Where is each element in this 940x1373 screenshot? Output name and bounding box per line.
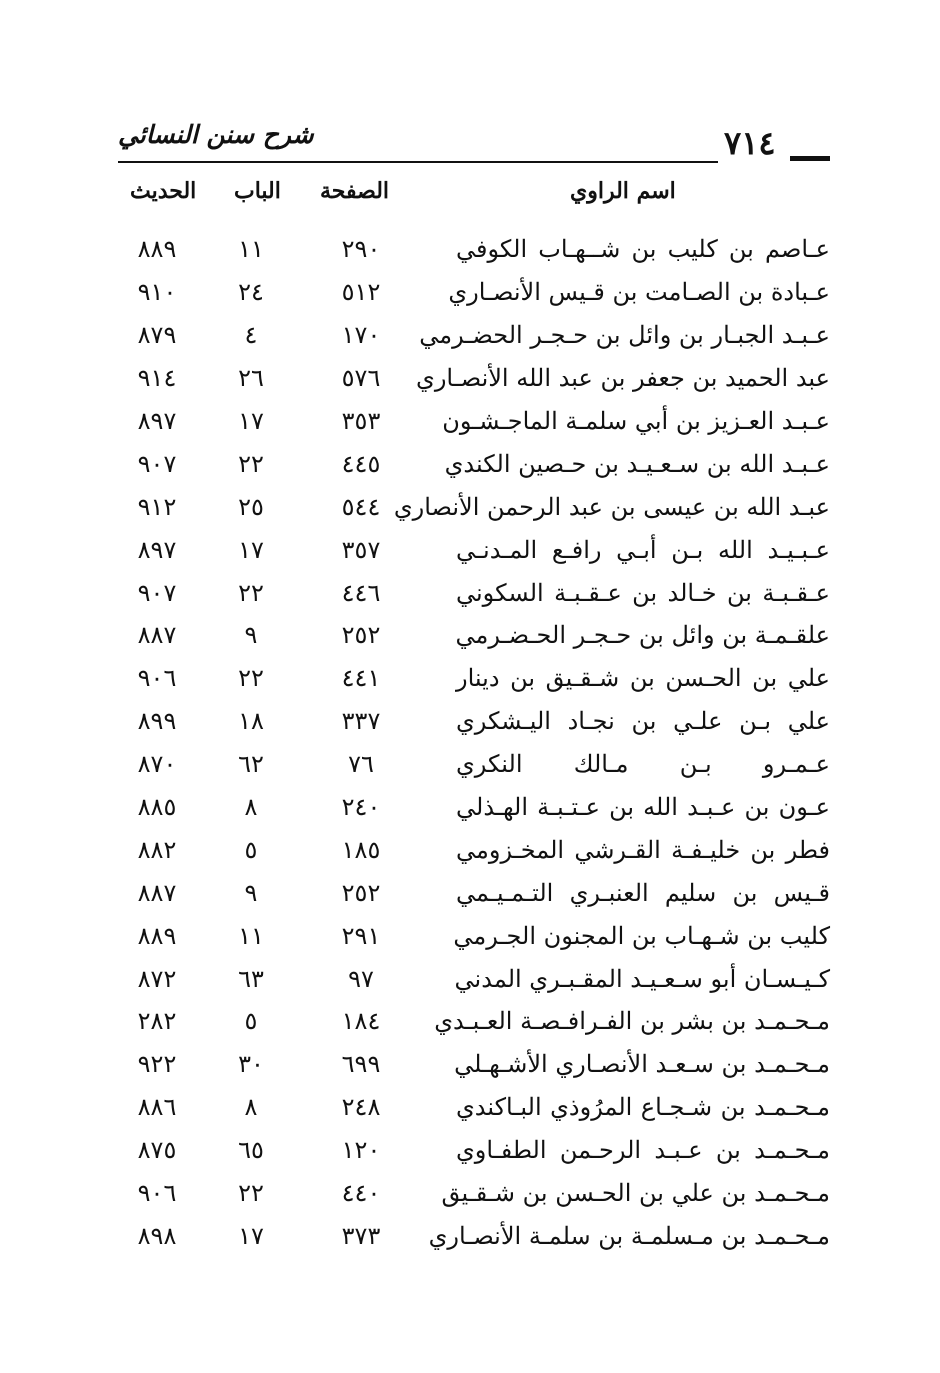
table-row — [118, 1214, 830, 1257]
table-row — [118, 957, 830, 1000]
narrator-name: عـاصم بن كليب بن شــهـاب الكوفي — [456, 235, 830, 264]
table-row — [118, 700, 830, 743]
chapter-number: ٦٢ — [238, 750, 264, 779]
page-header — [118, 118, 830, 166]
gap — [416, 957, 456, 1000]
gap — [416, 743, 456, 786]
table-row — [118, 357, 830, 400]
chapter-number: ٢٢ — [238, 664, 264, 693]
gap — [416, 1086, 456, 1129]
hadith-number: ٨٨٩ — [137, 921, 177, 950]
chapter-number: ٨ — [244, 1093, 258, 1122]
page-number-cell: ٣٥٧ — [341, 535, 381, 564]
hadith-number: ٨٨٧ — [137, 621, 177, 650]
page-number-cell: ٣٥٣ — [341, 407, 381, 435]
chapter-number: ١١ — [238, 921, 264, 950]
chapter-number: ٩ — [244, 621, 258, 650]
hadith-number: ٩٠٧ — [137, 578, 177, 607]
chapter-number: ١١ — [238, 235, 264, 264]
table-row — [118, 1043, 830, 1086]
hadith-number: ٩٠٧ — [137, 449, 177, 478]
gap — [416, 828, 456, 871]
narrator-name: مـحـمـد بن بشر بن الفـرافـصـة العـبـدي — [434, 1007, 830, 1036]
hadith-number: ٩٢٢ — [137, 1050, 177, 1079]
page-number-cell: ٢٥٢ — [341, 878, 381, 907]
hadith-number: ٨٨٢ — [137, 835, 177, 864]
narrator-name: عـبادة بن الصـامت بن قـيس الأنصـاري — [448, 278, 830, 307]
table-row — [118, 1086, 830, 1129]
narrator-name: علي بـن علـي بن نجـاد اليـشكري — [456, 707, 830, 736]
hadith-number: ٨٩٧ — [137, 407, 177, 435]
hadith-number: ٩١٤ — [137, 364, 177, 393]
narrator-name: عبد الحميد بن جعفر بن عبد الله الأنصـاري — [416, 364, 830, 393]
chapter-number: ٢٢ — [238, 1179, 264, 1208]
page-number-cell: ١٧٠ — [341, 321, 381, 350]
column-header-chapter: الباب — [234, 178, 281, 204]
page-number-cell: ٤٤٠ — [341, 1179, 381, 1208]
narrator-name: عـبـد الجبـار بن وائل بن حـجـر الحضـرمي — [419, 321, 830, 350]
table-row — [118, 743, 830, 786]
hadith-number: ٨٨٩ — [137, 235, 177, 264]
gap — [416, 657, 456, 700]
page-number-cell: ٢٩٠ — [341, 235, 381, 264]
chapter-number: ٥ — [244, 1007, 258, 1036]
table-row — [118, 400, 830, 443]
book-title: شرح سنن النسائي — [118, 120, 314, 149]
page-number-cell: ٢٩١ — [341, 921, 381, 950]
narrator-name: مـحـمـد بن مـسلمـة بن سلمـة الأنصـاري — [428, 1221, 830, 1250]
table-row — [118, 828, 830, 871]
table-row — [118, 871, 830, 914]
hadith-number: ٨٩٨ — [137, 1221, 177, 1250]
narrator-name: مـحـمـد بن عـبـد الرحـمن الطفـاوي — [456, 1136, 830, 1165]
narrator-name: فطر بن خليـفـة القـرشي المخـزومي — [456, 835, 830, 864]
page-number-cell: ٦٩٩ — [341, 1050, 381, 1079]
page-number-cell: ٢٤٠ — [341, 793, 381, 822]
narrator-name: كـيـسـان أبو سـعـيـد المقـبـري المدني — [454, 964, 830, 993]
gap — [416, 700, 456, 743]
page-number-cell: ٣٧٣ — [341, 1221, 381, 1250]
table-row — [118, 614, 830, 657]
column-header-narrator: اسم الراوي — [570, 178, 676, 204]
narrator-name: علقـمـة بن وائل بن حـجـر الحـضـرمي — [455, 621, 830, 650]
page-number-cell: ٢٤٨ — [341, 1093, 381, 1122]
chapter-number: ٢٢ — [238, 578, 264, 607]
hadith-number: ٩١٠ — [137, 278, 177, 307]
table-row — [118, 1172, 830, 1215]
chapter-number: ٦٥ — [238, 1136, 264, 1165]
narrator-name: علي بن الحـسن بن شـقـيق بن دينار — [456, 664, 830, 693]
narrator-name: مـحـمـد بن سـعـد الأنصـاري الأشـهـلي — [454, 1050, 830, 1079]
table-row — [118, 485, 830, 528]
gap — [416, 1129, 456, 1172]
table-row — [118, 228, 830, 271]
page-number-cell: ٢٥٢ — [341, 621, 381, 650]
page-number-cell: ٣٣٧ — [341, 707, 381, 736]
chapter-number: ٢٢ — [238, 449, 264, 478]
page-number-cell: ١٨٥ — [341, 835, 381, 864]
hadith-number: ٨٧٥ — [137, 1136, 177, 1165]
chapter-number: ١٧ — [238, 407, 264, 435]
table-row — [118, 271, 830, 314]
chapter-number: ٢٤ — [238, 278, 264, 307]
gap — [416, 871, 456, 914]
narrator-name: كليب بن شـهـاب بن المجنون الجـرمي — [453, 921, 830, 950]
table-row — [118, 442, 830, 485]
chapter-number: ١٧ — [238, 1221, 264, 1250]
hadith-number: ٨٩٧ — [137, 535, 177, 564]
table-row — [118, 314, 830, 357]
narrator-name: عـقـبـة بن خـالد بن عـقـبـة السكوني — [456, 578, 830, 607]
chapter-number: ٤ — [244, 321, 258, 350]
table-row — [118, 914, 830, 957]
page-number-cell: ١٨٤ — [341, 1007, 381, 1036]
page-number-cell: ٤٤٦ — [341, 578, 381, 607]
hadith-number: ٨٨٥ — [137, 793, 177, 822]
chapter-number: ٩ — [244, 878, 258, 907]
page-number: ٧١٤ — [724, 124, 776, 162]
narrator-index-body — [118, 228, 830, 1257]
column-header-page: الصفحة — [320, 178, 390, 204]
chapter-number: ٥ — [244, 835, 258, 864]
hadith-number: ٨٩٩ — [137, 707, 177, 736]
gap — [416, 1043, 456, 1086]
gap — [416, 228, 456, 271]
table-row — [118, 1000, 830, 1043]
gap — [416, 571, 456, 614]
gap — [416, 914, 456, 957]
chapter-number: ١٨ — [238, 707, 264, 736]
hadith-number: ٩١٢ — [137, 492, 177, 521]
page-number-cell: ٤٤٥ — [341, 449, 381, 478]
chapter-number: ١٧ — [238, 535, 264, 564]
page-number-cell: ٧٦ — [348, 750, 374, 779]
chapter-number: ٢٥ — [238, 492, 264, 521]
page-number-cell: ٤٤١ — [341, 664, 381, 693]
column-header-hadith: الحديث — [130, 178, 197, 204]
narrator-name: عبـد الله بن عيسى بن عبد الرحمن الأنصاري — [393, 492, 830, 521]
narrator-name: عـبـيـد الله بـن أبـي رافـع المـدنـي — [456, 535, 830, 564]
page-number-cell: ٥٧٦ — [341, 364, 381, 393]
hadith-number: ٩٠٦ — [137, 1179, 177, 1208]
page-number-cell: ١٢٠ — [341, 1136, 381, 1165]
header-dash — [790, 156, 830, 161]
table-row — [118, 1129, 830, 1172]
narrator-index-table — [118, 228, 830, 1257]
narrator-name: عـون بن عـبـد الله بن عـتـبـة الهـذلي — [456, 793, 830, 822]
gap — [416, 614, 456, 657]
narrator-name: عـبـد العـزيز بن أبي سلمـة الماجـشـون — [442, 407, 830, 435]
page-number-cell: ٥٤٤ — [341, 492, 381, 521]
hadith-number: ٨٧٩ — [137, 321, 177, 350]
chapter-number: ٣٠ — [238, 1050, 264, 1079]
hadith-number: ٨٨٦ — [137, 1093, 177, 1122]
gap — [416, 786, 456, 829]
table-row — [118, 786, 830, 829]
narrator-name: عـمـرو بـن مـالك النكري — [456, 750, 830, 779]
table-row — [118, 571, 830, 614]
header-rule — [118, 161, 718, 163]
table-row — [118, 528, 830, 571]
hadith-number: ٨٧٠ — [137, 750, 177, 779]
chapter-number: ٨ — [244, 793, 258, 822]
narrator-name: قـيس بن سليم العنبـري التـمـيـمي — [456, 878, 830, 907]
chapter-number: ٦٣ — [238, 964, 264, 993]
page-number-cell: ٩٧ — [348, 964, 374, 993]
hadith-number: ٩٠٦ — [137, 664, 177, 693]
hadith-number: ٨٨٧ — [137, 878, 177, 907]
narrator-name: مـحـمـد بن شـجـاع المرُوذي البـاكندي — [456, 1093, 830, 1122]
hadith-number: ٢٨٢ — [137, 1007, 177, 1036]
page-number-cell: ٥١٢ — [341, 278, 381, 307]
gap — [416, 528, 456, 571]
narrator-name: عـبـد الله بن سـعـيـد بن حـصين الكندي — [444, 449, 830, 478]
chapter-number: ٢٦ — [238, 364, 264, 393]
narrator-name: مـحـمـد بن علي بن الحـسن بن شـقـيق — [441, 1179, 830, 1208]
table-row — [118, 657, 830, 700]
hadith-number: ٨٧٢ — [137, 964, 177, 993]
